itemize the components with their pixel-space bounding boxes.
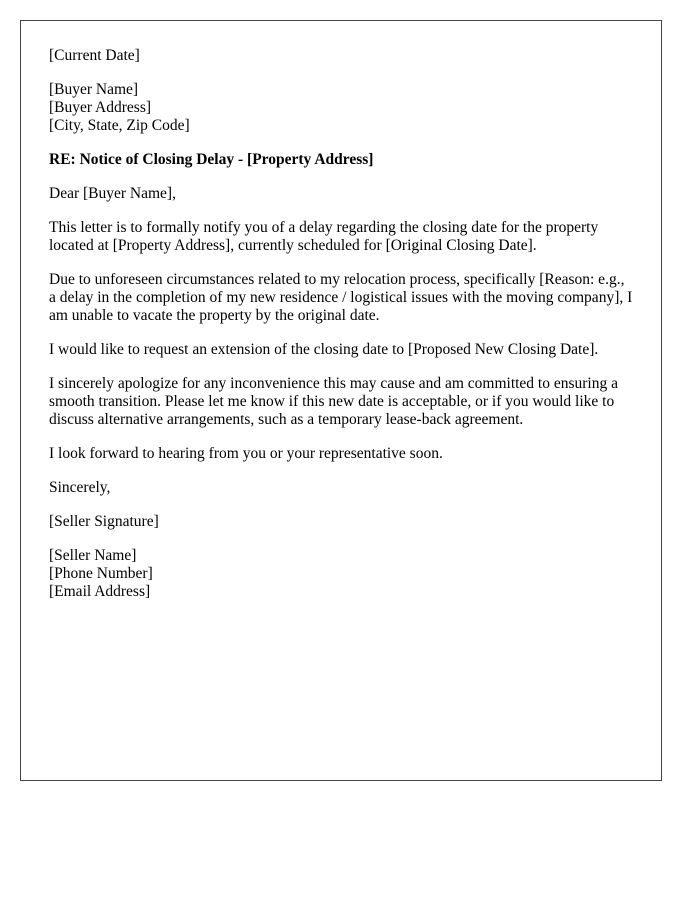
letter-date: [Current Date] [49, 47, 140, 64]
signature-placeholder: [Seller Signature] [49, 513, 159, 530]
body-paragraph-closing-remark: I look forward to hearing from you or your representative soon. [49, 445, 443, 462]
sender-phone: [Phone Number] [49, 565, 153, 582]
complimentary-close: Sincerely, [49, 479, 111, 496]
body-paragraph-notice: This letter is to formally notify you of a delay regarding the closing date for the property located at [Property Address], currently scheduled for [Original Closing Date]. [49, 219, 599, 254]
body-paragraph-request: I would like to request an extension of the closing date to [Proposed New Closing Date]. [49, 341, 599, 358]
recipient-address-block [49, 81, 633, 135]
recipient-address: [Buyer Address] [49, 99, 152, 116]
subject-line: RE: Notice of Closing Delay - [Property Address] [49, 151, 374, 168]
body-paragraph-apology: I sincerely apologize for any inconvenience this may cause and am committed to ensuring a smooth transition. Please let me know if this new date is acceptable, or if you would like to discuss alternative arrangements, such as a temporary lease-back agreement. [49, 375, 618, 428]
body-paragraph-reason: Due to unforeseen circumstances related to my relocation process, specifically [Reason: e.g., a delay in the completion of my new residence / logistical issues with the moving company], I am unable to vacate the property by the original date. [49, 271, 633, 324]
recipient-city-state-zip: [City, State, Zip Code] [49, 117, 190, 134]
date-block [49, 47, 633, 65]
sender-name: [Seller Name] [49, 547, 137, 564]
sender-email: [Email Address] [49, 583, 151, 600]
sender-contact-block [49, 547, 633, 601]
letter-document [20, 20, 662, 781]
recipient-name: [Buyer Name] [49, 81, 139, 98]
salutation: Dear [Buyer Name], [49, 185, 176, 202]
